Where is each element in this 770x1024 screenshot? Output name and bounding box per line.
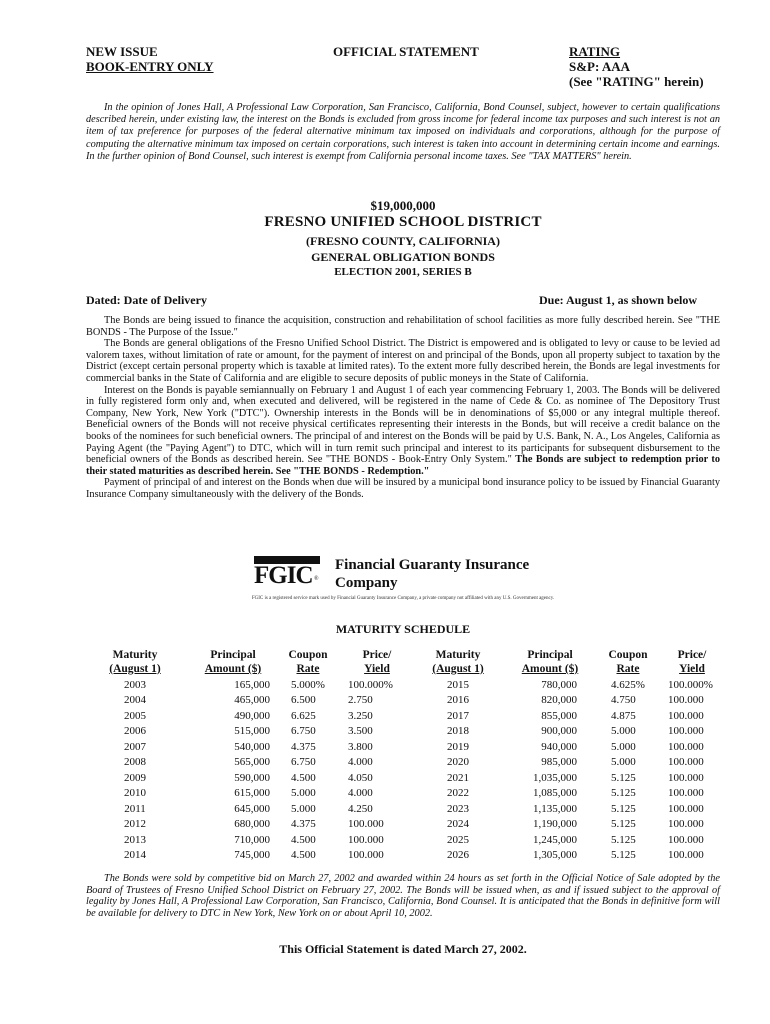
series-line: ELECTION 2001, SERIES B (334, 266, 472, 278)
header-text: Yield (679, 663, 705, 675)
schedule-cell: 2016 (447, 694, 469, 707)
schedule-cell: 680,000 (234, 818, 270, 831)
principal-header-left (196, 648, 270, 676)
rating-value: S&P: AAA (569, 59, 631, 74)
schedule-cell: 940,000 (541, 740, 577, 753)
document-type-label: OFFICIAL STATEMENT (333, 44, 479, 59)
schedule-cell: 1,035,000 (533, 771, 577, 784)
schedule-cell: 4.375 (291, 818, 316, 831)
dated-date: Dated: Date of Delivery (86, 293, 207, 307)
tax-opinion-paragraph (86, 102, 720, 163)
schedule-cell: 2012 (124, 818, 146, 831)
price-column-left (342, 678, 404, 863)
principal-column-right (505, 678, 577, 863)
schedule-cell: 1,085,000 (533, 787, 577, 800)
schedule-cell: 855,000 (541, 709, 577, 722)
schedule-cell: 820,000 (541, 694, 577, 707)
schedule-cell: 2010 (124, 787, 146, 800)
maturity-column-left (102, 678, 168, 863)
registered-mark: ® (314, 576, 319, 582)
header-text: Price/ (677, 649, 707, 661)
price-column-right (662, 678, 722, 863)
schedule-cell: 100.000 (348, 833, 384, 846)
header-text: Amount ($) (521, 663, 579, 675)
schedule-cell: 100.000 (668, 848, 704, 861)
schedule-cell: 5.000% (291, 679, 325, 691)
schedule-cell: 565,000 (234, 756, 270, 769)
schedule-cell: 490,000 (234, 709, 270, 722)
schedule-cell: 5.125 (611, 848, 636, 861)
header-text: Coupon (288, 649, 328, 661)
maturity-schedule-title: MATURITY SCHEDULE (335, 622, 471, 636)
schedule-cell: 2.750 (348, 694, 373, 707)
schedule-cell: 985,000 (541, 756, 577, 769)
schedule-cell: 100.000 (668, 694, 704, 707)
schedule-cell: 2022 (447, 787, 469, 800)
schedule-cell: 2015 (447, 679, 469, 691)
bond-type-line: GENERAL OBLIGATION BONDS (311, 250, 495, 264)
payment-text: Interest on the Bonds is payable semiannually on February 1 and August 1 of each year commencing February 1, 2003. The Bonds will be delivered in fully registered form only and, when executed and delivered, will be registered in the name of Cede & Co. as nominee of The Depository Trust Company, New York, New York ("DTC"). Ownership interests in the Bonds will be in denominations of $5,000 or any integral multiple thereof. Beneficial owners of the Bonds will not receive physical certificates representing their interests in the Bonds, but will receive a credit balance on the books of the nominees for such beneficial owners. The principal of and interest on the Bonds will be paid by U.S. Bank, N. A., Los Angeles, California as Paying Agent (the "Paying Agent") to DTC, which will in turn remit such principal and interest to its participants for subsequent disbursement to the beneficial owners of the Bonds as described herein. See "THE BONDS - Book-Entry Only System." (86, 384, 720, 466)
schedule-cell: 100.000 (348, 848, 384, 861)
issuer-name: FRESNO UNIFIED SCHOOL DISTRICT (264, 214, 542, 230)
fgic-logo (254, 556, 320, 588)
insurer-name-line1: Financial Guaranty Insurance (335, 557, 530, 573)
schedule-cell: 2008 (124, 756, 146, 769)
schedule-cell: 2005 (124, 709, 146, 722)
schedule-cell: 100.000% (668, 679, 713, 691)
insurer-name-line2: Company (335, 575, 398, 591)
schedule-cell: 100.000% (348, 679, 393, 691)
insurance-paragraph: Payment of principal of and interest on the Bonds when due will be insured by a municipal bond insurance policy to be issued by Financial Guaranty Insurance Company simultaneously with the delivery of the Bonds. (86, 477, 720, 500)
schedule-cell: 745,000 (234, 848, 270, 861)
schedule-cell: 2009 (124, 771, 146, 784)
schedule-cell: 4.500 (291, 848, 316, 861)
schedule-cell: 100.000 (668, 818, 704, 831)
schedule-cell: 590,000 (234, 771, 270, 784)
schedule-cell: 515,000 (234, 725, 270, 738)
book-entry-label: BOOK-ENTRY ONLY (86, 59, 214, 74)
header-text: Amount ($) (204, 663, 262, 675)
redemption-text: The Bonds are subject to redemption prior to their stated maturities as described herein. See "THE BONDS - Redemption." (86, 454, 720, 477)
schedule-cell: 4.750 (611, 694, 636, 707)
principal-column-left (196, 678, 270, 863)
schedule-cell: 645,000 (234, 802, 270, 815)
schedule-cell: 3.250 (348, 709, 373, 722)
schedule-cell: 100.000 (668, 802, 704, 815)
schedule-cell: 5.000 (611, 725, 636, 738)
price-header-right (664, 648, 720, 676)
schedule-cell: 2017 (447, 709, 469, 722)
schedule-cell: 100.000 (668, 740, 704, 753)
header-text: Coupon (608, 649, 648, 661)
schedule-cell: 4.000 (348, 787, 373, 800)
schedule-cell: 465,000 (234, 694, 270, 707)
coupon-header-left (283, 648, 333, 676)
schedule-cell: 6.750 (291, 756, 316, 769)
schedule-cell: 615,000 (234, 787, 270, 800)
schedule-cell: 2011 (124, 802, 146, 815)
schedule-cell: 4.250 (348, 802, 373, 815)
schedule-cell: 100.000 (668, 709, 704, 722)
header-text: (August 1) (432, 663, 484, 675)
coupon-column-left (283, 678, 335, 863)
schedule-cell: 2026 (447, 848, 469, 861)
schedule-cell: 100.000 (668, 771, 704, 784)
schedule-cell: 2018 (447, 725, 469, 738)
principal-header-right (512, 648, 588, 676)
maturity-header-right (425, 648, 491, 676)
schedule-cell: 165,000 (234, 679, 270, 691)
header-text: (August 1) (109, 663, 161, 675)
new-issue-label: NEW ISSUE (86, 44, 158, 59)
schedule-cell: 5.000 (291, 787, 316, 800)
fgic-logo-text: FGIC (254, 562, 313, 589)
rating-heading: RATING (569, 44, 621, 59)
schedule-cell: 1,305,000 (533, 848, 577, 861)
due-date: Due: August 1, as shown below (539, 293, 698, 307)
header-text: Rate (296, 663, 320, 675)
schedule-cell: 900,000 (541, 725, 577, 738)
schedule-cell: 4.500 (291, 771, 316, 784)
tax-opinion-text: In the opinion of Jones Hall, A Professional Law Corporation, San Francisco, California, Bond Counsel, subject, however to certain qualifications described herein, under existing law, the interest on the Bonds is excluded from gross income for federal income tax purposes and such interest is not an item of tax preference for purposes of the federal alternative minimum tax imposed on individuals and corporations, although for the purpose of computing the alternative minimum tax imposed on certain corporations, such interest is taken into account in determining certain income and earnings. In the further opinion of Bond Counsel, such interest is exempt from California personal income taxes. See "TAX MATTERS" herein. (86, 102, 720, 162)
insurer-disclaimer: FGIC is a registered service mark used by Financial Guaranty Insurance Company, a private company not affiliated with any U.S. Government agency. (251, 596, 555, 601)
schedule-cell: 2020 (447, 756, 469, 769)
schedule-cell: 2024 (447, 818, 469, 831)
schedule-cell: 5.125 (611, 818, 636, 831)
schedule-cell: 4.625% (611, 679, 645, 691)
schedule-cell: 4.000 (348, 756, 373, 769)
schedule-cell: 100.000 (668, 787, 704, 800)
security-paragraph: The Bonds are general obligations of the Fresno Unified School District. The District is empowered and is obligated to levy or cause to be levied ad valorem taxes, without limitation of rate or amount, for the payment of interest on and principal of the Bonds, upon all property subject to taxation by the District (except certain personal property which is taxable at limited rates). To the extent more fully described herein, the Bonds are legal investments for commercial banks in the State of California and are eligible to secure deposits of public moneys in the State of California. (86, 338, 720, 384)
maturity-column-right (425, 678, 491, 863)
schedule-cell: 1,190,000 (533, 818, 577, 831)
schedule-cell: 2025 (447, 833, 469, 846)
schedule-cell: 780,000 (541, 679, 577, 691)
coupon-column-right (603, 678, 655, 863)
schedule-cell: 3.500 (348, 725, 373, 738)
schedule-cell: 2023 (447, 802, 469, 815)
schedule-cell: 2007 (124, 740, 146, 753)
sale-paragraph (86, 873, 720, 919)
schedule-cell: 540,000 (234, 740, 270, 753)
price-header-left (345, 648, 409, 676)
schedule-cell: 6.500 (291, 694, 316, 707)
header-text: Price/ (362, 649, 392, 661)
schedule-cell: 4.500 (291, 833, 316, 846)
bond-description (86, 315, 720, 501)
schedule-cell: 100.000 (668, 833, 704, 846)
schedule-cell: 5.125 (611, 787, 636, 800)
schedule-cell: 5.000 (611, 740, 636, 753)
schedule-cell: 4.375 (291, 740, 316, 753)
schedule-cell: 100.000 (668, 756, 704, 769)
schedule-cell: 3.800 (348, 740, 373, 753)
header-text: Maturity (435, 649, 481, 661)
schedule-cell: 710,000 (234, 833, 270, 846)
schedule-cell: 1,245,000 (533, 833, 577, 846)
schedule-cell: 5.125 (611, 802, 636, 815)
schedule-cell: 5.125 (611, 771, 636, 784)
schedule-cell: 5.000 (291, 802, 316, 815)
schedule-cell: 2004 (124, 694, 146, 707)
rating-block (569, 44, 704, 89)
schedule-cell: 5.000 (611, 756, 636, 769)
rating-reference: (See "RATING" herein) (569, 74, 704, 89)
county-line: (FRESNO COUNTY, CALIFORNIA) (306, 234, 500, 248)
schedule-cell: 1,135,000 (533, 802, 577, 815)
schedule-cell: 2006 (124, 725, 146, 738)
schedule-cell: 2019 (447, 740, 469, 753)
header-text: Principal (527, 649, 573, 661)
maturity-header-left (102, 648, 168, 676)
purpose-paragraph: The Bonds are being issued to finance the acquisition, construction and rehabilitation of school facilities as more fully described herein. See "THE BONDS - The Purpose of the Issue." (86, 315, 720, 338)
schedule-cell: 100.000 (348, 818, 384, 831)
statement-date: This Official Statement is dated March 27, 2002. (279, 942, 527, 956)
schedule-cell: 6.750 (291, 725, 316, 738)
payment-paragraph (86, 385, 720, 478)
insurer-name (335, 556, 529, 592)
schedule-cell: 100.000 (668, 725, 704, 738)
schedule-cell: 6.625 (291, 709, 316, 722)
schedule-cell: 2003 (124, 679, 146, 691)
schedule-cell: 4.050 (348, 771, 373, 784)
issue-type-block (86, 44, 214, 74)
schedule-cell: 5.125 (611, 833, 636, 846)
header-text: Maturity (112, 649, 158, 661)
schedule-cell: 2013 (124, 833, 146, 846)
header-text: Principal (210, 649, 256, 661)
coupon-header-right (603, 648, 653, 676)
sale-text: The Bonds were sold by competitive bid on March 27, 2002 and awarded within 24 hours as set forth in the Official Notice of Sale adopted by the Board of Trustees of Fresno Unified School District on February 27, 2002. The Bonds will be issued when, as and if issued subject to the approval of legality by Jones Hall, A Professional Law Corporation, San Francisco, California, Bond Counsel. It is anticipated that the Bonds in definitive form will be available for delivery to DTC in New York, New York on or about April 10, 2002. (86, 873, 720, 919)
schedule-cell: 2021 (447, 771, 469, 784)
schedule-cell: 4.875 (611, 709, 636, 722)
header-text: Rate (616, 663, 640, 675)
issue-amount: $19,000,000 (370, 198, 436, 213)
schedule-cell: 2014 (124, 848, 146, 861)
header-text: Yield (364, 663, 390, 675)
